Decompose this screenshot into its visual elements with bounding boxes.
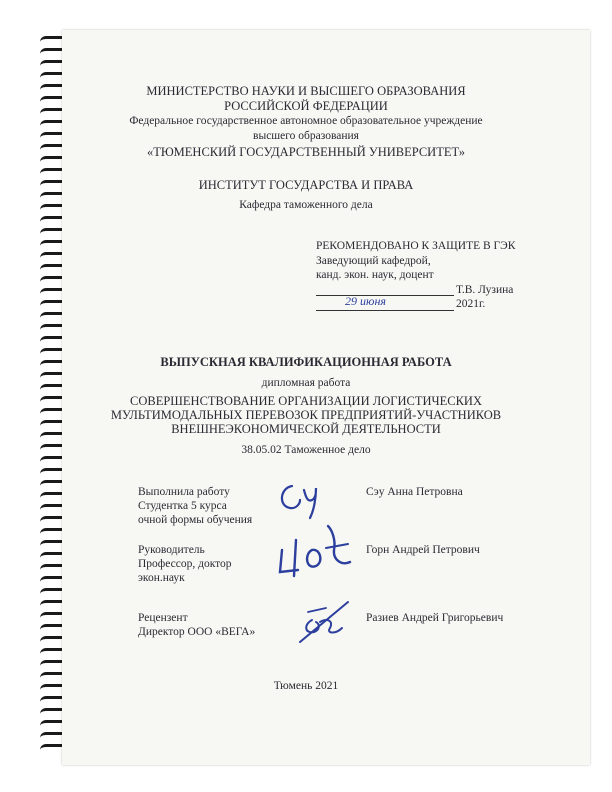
reviewer-label-2: Директор ООО «ВЕГА» bbox=[138, 626, 256, 638]
department-name: Кафедра таможенного дела bbox=[239, 199, 373, 211]
advisor-label-2: Профессор, доктор bbox=[138, 558, 232, 570]
topic-line-3: ВНЕШНЕЭКОНОМИЧЕСКОЙ ДЕЯТЕЛЬНОСТИ bbox=[171, 422, 441, 436]
university-name: «ТЮМЕНСКИЙ ГОСУДАРСТВЕННЫЙ УНИВЕРСИТЕТ» bbox=[146, 145, 466, 159]
topic-line-2: МУЛЬТИМОДАЛЬНЫХ ПЕРЕВОЗОК ПРЕДПРИЯТИЙ-УЧАСТНИКОВ bbox=[110, 408, 502, 422]
ministry-line-2: РОССИЙСКОЙ ФЕДЕРАЦИИ bbox=[224, 99, 388, 113]
city-year: Тюмень 2021 bbox=[273, 680, 339, 692]
specialty: 38.05.02 Таможенное дело bbox=[241, 444, 371, 456]
handwritten-date: 29 июня bbox=[345, 294, 386, 308]
advisor-label-3: экон.наук bbox=[138, 572, 185, 584]
work-subtype: дипломная работа bbox=[261, 377, 351, 389]
author-label-2: Студентка 5 курса bbox=[138, 500, 227, 512]
reviewer-label-1: Рецензент bbox=[138, 612, 188, 624]
topic-line-1: СОВЕРШЕНСТВОВАНИЕ ОРГАНИЗАЦИИ ЛОГИСТИЧЕСКИХ bbox=[130, 394, 482, 408]
author-signature bbox=[270, 476, 340, 520]
work-type-title: ВЫПУСКНАЯ КВАЛИФИКАЦИОННАЯ РАБОТА bbox=[160, 355, 452, 369]
approval-role: Заведующий кафедрой, bbox=[316, 255, 431, 267]
author-label-1: Выполнила работу bbox=[138, 486, 230, 498]
approval-name: Т.В. Лузина bbox=[456, 284, 514, 296]
reviewer-signature bbox=[290, 598, 360, 648]
approval-degree: канд. экон. наук, доцент bbox=[316, 269, 434, 281]
author-name: Сэу Анна Петровна bbox=[366, 486, 463, 498]
advisor-signature bbox=[276, 520, 356, 584]
advisor-name: Горн Андрей Петрович bbox=[366, 544, 480, 556]
institution-type-line-1: Федеральное государственное автономное образовательное учреждение bbox=[129, 115, 483, 127]
author-label-3: очной формы обучения bbox=[138, 514, 253, 526]
approval-title: РЕКОМЕНДОВАНО К ЗАЩИТЕ В ГЭК bbox=[316, 240, 516, 252]
reviewer-name: Разиев Андрей Григорьевич bbox=[366, 612, 504, 624]
ministry-line-1: МИНИСТЕРСТВО НАУКИ И ВЫСШЕГО ОБРАЗОВАНИЯ bbox=[146, 84, 466, 98]
date-line bbox=[316, 310, 454, 311]
institute-name: ИНСТИТУТ ГОСУДАРСТВА И ПРАВА bbox=[198, 178, 414, 192]
institution-type-line-2: высшего образования bbox=[253, 130, 359, 142]
approval-year: 2021г. bbox=[456, 298, 486, 310]
advisor-label-1: Руководитель bbox=[138, 544, 205, 556]
